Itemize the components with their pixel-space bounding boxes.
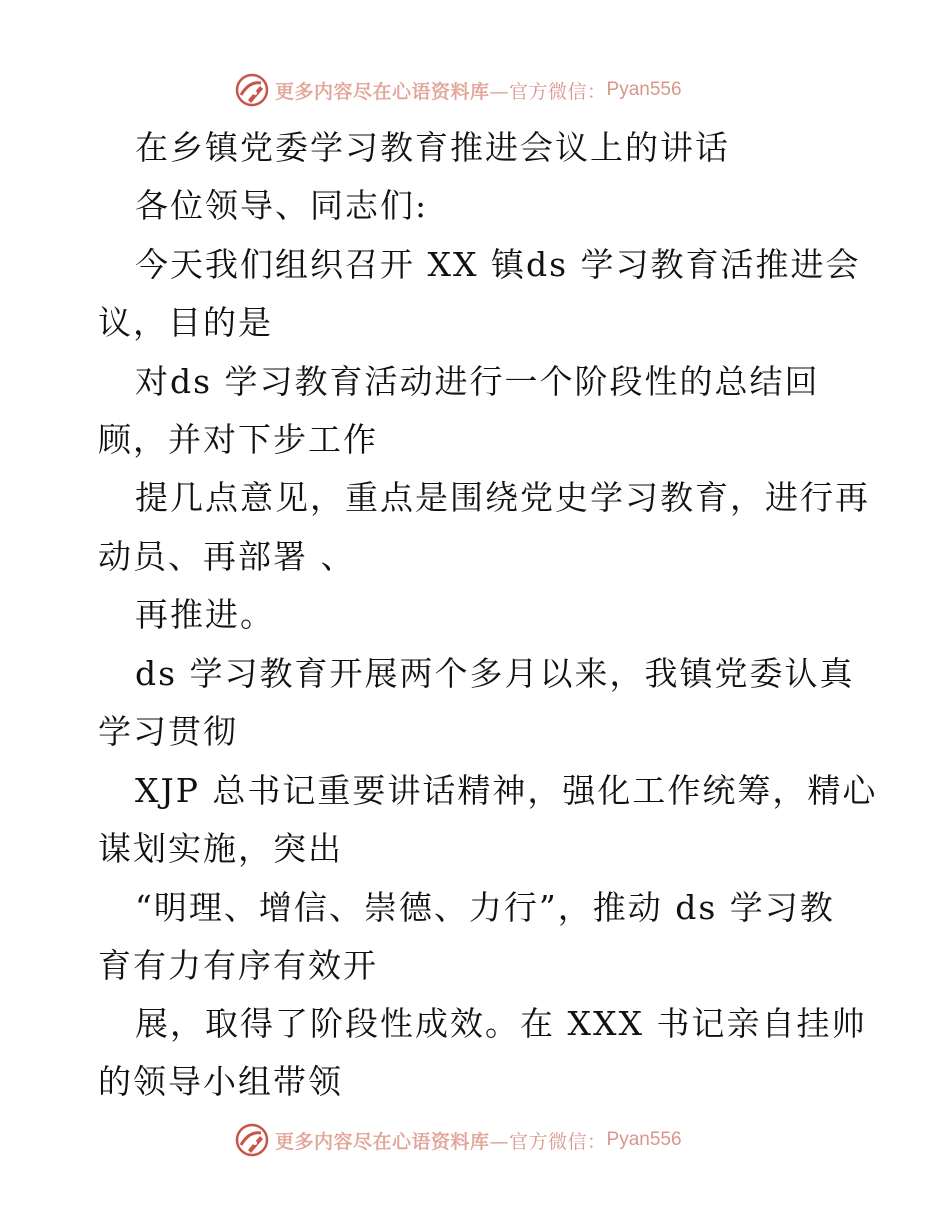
paragraph-line: 议，目的是 bbox=[98, 303, 273, 342]
paragraph-line: 育有力有序有效开 bbox=[98, 946, 378, 985]
paragraph-line: 的领导小组带领 bbox=[98, 1062, 343, 1101]
banner-text-main: 更多内容尽在心语资料库 bbox=[275, 1130, 490, 1153]
paragraph-line: 动员、再部署 、 bbox=[98, 537, 356, 576]
salutation: 各位领导、同志们: bbox=[135, 186, 429, 225]
paragraph-line: 顾，并对下步工作 bbox=[98, 420, 378, 459]
paragraph-line: 今天我们组织召开 XX 镇ds 学习教育活推进会 bbox=[135, 245, 861, 284]
banner-wechat-id: Pyan556 bbox=[606, 1129, 682, 1150]
banner-wechat-id: Pyan556 bbox=[606, 79, 682, 100]
document-title: 在乡镇党委学习教育推进会议上的讲话 bbox=[135, 128, 730, 167]
paragraph-line: 展，取得了阶段性成效。在 XXX 书记亲自挂帅 bbox=[135, 1004, 867, 1043]
paragraph-line: 提几点意见，重点是围绕党史学习教育，进行再 bbox=[135, 478, 870, 517]
paragraph-line: 再推进。 bbox=[135, 595, 275, 634]
paragraph-line: 对ds 学习教育活动进行一个阶段性的总结回 bbox=[135, 362, 820, 401]
banner-text-main: 更多内容尽在心语资料库 bbox=[275, 80, 490, 103]
paragraph-line: ds 学习教育开展两个多月以来，我镇党委认真 bbox=[135, 654, 855, 693]
banner-text-separator: —官方微信： bbox=[489, 80, 607, 103]
pen-logo-icon bbox=[235, 73, 269, 107]
paragraph-line: “明理、增信、崇德、力行”，推动 ds 学习教 bbox=[135, 888, 835, 927]
paragraph-line: 学习贯彻 bbox=[98, 712, 238, 751]
pen-logo-icon bbox=[235, 1123, 269, 1157]
footer-watermark bbox=[235, 1122, 682, 1158]
header-watermark bbox=[235, 72, 682, 108]
banner-text-separator: —官方微信： bbox=[489, 1130, 607, 1153]
paragraph-line: XJP 总书记重要讲话精神，强化工作统筹，精心 bbox=[135, 771, 878, 810]
paragraph-line: 谋划实施，突出 bbox=[98, 829, 343, 868]
